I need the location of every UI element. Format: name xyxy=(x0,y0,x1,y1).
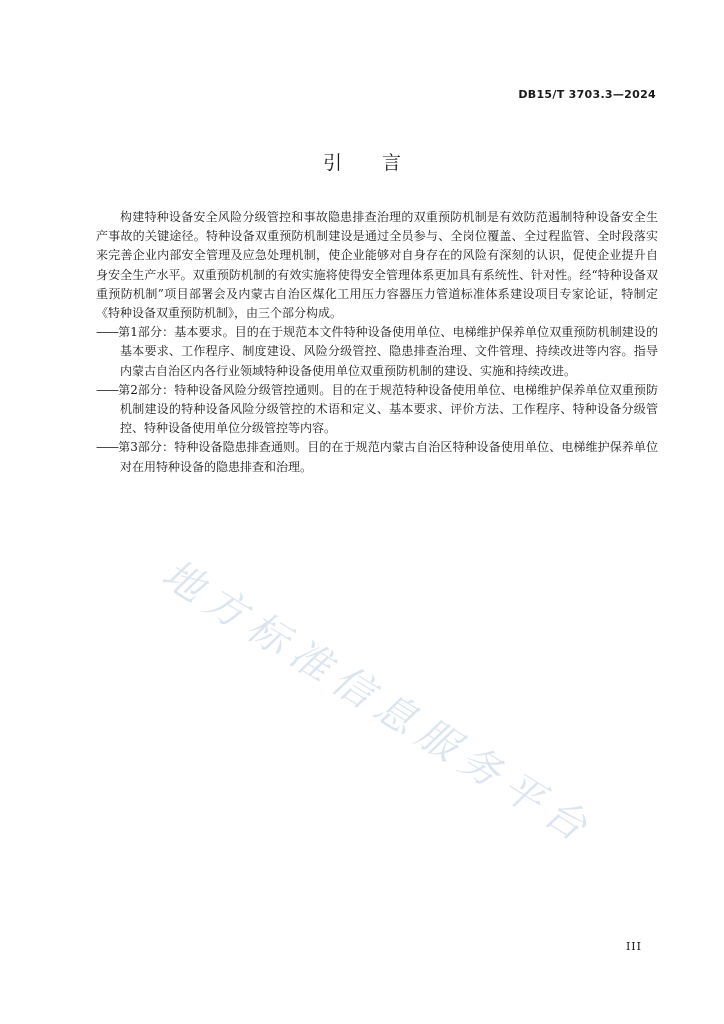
document-code: DB15/T 3703.3—2024 xyxy=(518,88,656,101)
list-item-text: 第3部分：特种设备隐患排查通则。目的在于规范内蒙古自治区特种设备使用单位、电梯维护保养单位对在用特种设备的隐患排查和治理。 xyxy=(118,440,658,474)
list-item-part-2 xyxy=(96,381,658,439)
intro-paragraph: 构建特种设备安全风险分级管控和事故隐患排查治理的双重预防机制是有效防范遏制特种设备安全生产事故的关键途径。特种设备双重预防机制建设是通过全员参与、全岗位覆盖、全过程监管、全时段落实来完善企业内部安全管理及应急处理机制，使企业能够对自身存在的风险有深刻的认识，促使企业提升自身安全生产水平。双重预防机制的有效实施将使得安全管理体系更加具有系统性、针对性。经“特种设备双重预防机制”项目部署会及内蒙古自治区煤化工用压力容器压力管道标准体系建设项目专家论证，特制定《特种设备双重预防机制》，由三个部分构成。 xyxy=(96,210,658,321)
introduction-body xyxy=(96,208,658,477)
list-item-part-3 xyxy=(96,438,658,476)
dash-marker: —— xyxy=(96,382,118,397)
page-number: III xyxy=(625,940,642,953)
dash-marker: —— xyxy=(96,440,118,455)
list-item-text: 第1部分：基本要求。目的在于规范本文件特种设备使用单位、电梯维护保养单位双重预防机制建设的基本要求、工作程序、制度建设、风险分级管控、隐患排查治理、文件管理、持续改进等内容。指导内蒙古自治区内各行业领域特种设备使用单位双重预防机制的建设、实施和持续改进。 xyxy=(118,325,658,378)
watermark: 地方标准信息服务平台 xyxy=(153,550,603,855)
list-item-part-1 xyxy=(96,323,658,381)
list-item-text: 第2部分：特种设备风险分级管控通则。目的在于规范特种设备使用单位、电梯维护保养单位双重预防机制建设的特种设备风险分级管控的术语和定义、基本要求、评价方法、工作程序、特种设备分级管控、特种设备使用单位分级管控等内容。 xyxy=(118,382,658,436)
page-title: 引言 xyxy=(322,152,441,174)
dash-marker: —— xyxy=(96,325,118,340)
